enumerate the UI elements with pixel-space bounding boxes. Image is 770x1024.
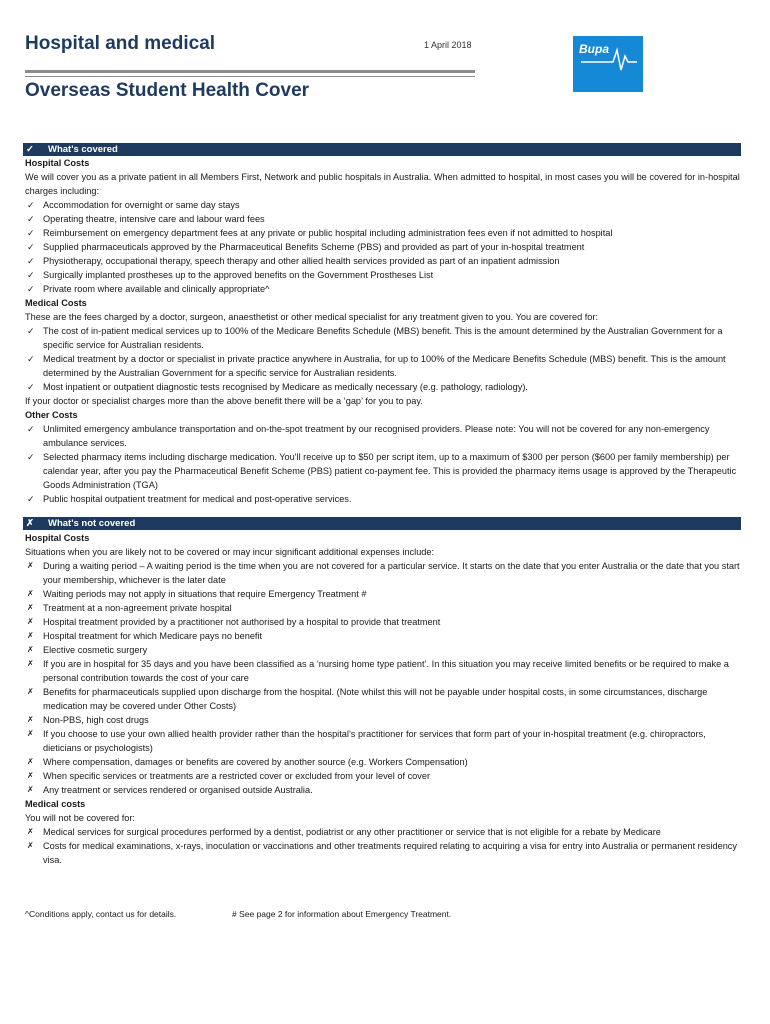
list-item-text: If you choose to use your own allied health provider rather than the hospital’s practitioner for services that form part of your in-hospital treatment (e.g. chiropractors, dieticians or psychologists) (43, 729, 706, 753)
section-label: What's not covered (48, 518, 136, 529)
cross-icon: ✗ (27, 729, 34, 738)
list-item-text: Private room where available and clinically appropriate^ (43, 284, 270, 294)
not-covered-medical-intro: You will not be covered for: (25, 813, 135, 823)
list-item (25, 240, 741, 254)
check-icon: ✓ (27, 200, 35, 210)
header-divider-thin (25, 76, 475, 77)
check-icon: ✓ (27, 242, 35, 252)
cross-icon: ✗ (26, 518, 34, 529)
heartbeat-icon (573, 36, 643, 92)
cross-icon: ✗ (27, 841, 34, 850)
list-item (25, 324, 741, 352)
list-item-text: Hospital treatment provided by a practitioner not authorised by a hospital to provide that treatment (43, 617, 441, 627)
list-item-text: Most inpatient or outpatient diagnostic tests recognised by Medicare as medically necessary (e.g. pathology, radiology). (43, 382, 528, 392)
not-covered-medical-heading: Medical costs (25, 799, 86, 809)
check-icon: ✓ (27, 382, 35, 392)
list-item-text: During a waiting period – A waiting period is the time when you are not covered for a particular service. It starts on the date that you enter Australia or the date that you start your membership, whichever is the later date (43, 561, 740, 585)
list-item-text: Selected pharmacy items including discharge medication. You'll receive up to $50 per script item, up to a maximum of $300 per person ($600 per family membership) per calendar year, after you pay the Pharmaceutical Benefit Scheme (PBS) patient co-payment fee. This is provided the pharmacy items usage is approved by the Therapeutic Goods Administration (TGA) (43, 452, 737, 490)
header-date: 1 April 2018 (424, 40, 472, 50)
check-icon: ✓ (27, 284, 35, 294)
list-item (25, 839, 741, 867)
list-item (25, 380, 741, 394)
list-item (25, 601, 741, 615)
list-item-text: Unlimited emergency ambulance transportation and on-the-spot treatment by our recognised providers. Please note: You will not be covered for any non-emergency ambulance services. (43, 424, 710, 448)
list-item-text: The cost of in-patient medical services up to 100% of the Medicare Benefits Schedule (MBS) benefit. This is the amount determined by the Australian Government for a specific service for Australian residents. (43, 326, 723, 350)
list-item (25, 783, 741, 797)
list-item (25, 629, 741, 643)
list-item-text: Benefits for pharmaceuticals supplied upon discharge from the hospital. (Note whilst this will not be payable under hospital costs, in some circumstances, discharge medication may be covered under Other Costs) (43, 687, 708, 711)
check-icon: ✓ (27, 256, 35, 266)
cross-icon: ✗ (27, 785, 34, 794)
cross-icon: ✗ (27, 757, 34, 766)
list-item-text: Where compensation, damages or benefits are covered by another source (e.g. Workers Compensation) (43, 757, 468, 767)
list-item (25, 352, 741, 380)
not-covered-hospital-intro: Situations when you are likely not to be covered or may incur significant additional expenses include: (25, 547, 435, 557)
check-icon: ✓ (27, 214, 35, 224)
section-label: What's covered (48, 144, 118, 155)
cross-icon: ✗ (27, 589, 34, 598)
document-title: Overseas Student Health Cover (25, 80, 310, 101)
list-item (25, 422, 741, 450)
section-bar-not-covered (23, 517, 741, 530)
covered-other-heading: Other Costs (25, 410, 78, 420)
list-item-text: Accommodation for overnight or same day stays (43, 200, 240, 210)
not-covered-hospital-heading: Hospital Costs (25, 533, 90, 543)
list-item-text: Any treatment or services rendered or organised outside Australia. (43, 785, 313, 795)
not-covered-content (25, 531, 741, 867)
list-item (25, 268, 741, 282)
list-item (25, 643, 741, 657)
logo-text: Bupa (579, 42, 609, 56)
covered-content (25, 156, 741, 506)
cross-icon: ✗ (27, 827, 34, 836)
header-title: Hospital and medical (25, 33, 216, 54)
covered-medical-intro: These are the fees charged by a doctor, surgeon, anaesthetist or other medical specialist for any treatment given to you. You are covered for: (25, 312, 599, 322)
list-item-text: Operating theatre, intensive care and labour ward fees (43, 214, 265, 224)
list-item (25, 657, 741, 685)
list-item-text: Reimbursement on emergency department fees at any private or public hospital including administration fees even if not admitted to hospital (43, 228, 613, 238)
covered-other-list (25, 422, 741, 506)
not-covered-hospital-list (25, 559, 741, 797)
check-icon: ✓ (27, 424, 35, 434)
list-item-text: Waiting periods may not apply in situations that require Emergency Treatment # (43, 589, 367, 599)
list-item (25, 685, 741, 713)
list-item-text: Non-PBS, high cost drugs (43, 715, 149, 725)
list-item (25, 587, 741, 601)
bupa-logo (573, 36, 643, 92)
list-item (25, 282, 741, 296)
check-icon: ✓ (27, 452, 35, 462)
list-item-text: Medical treatment by a doctor or specialist in private practice anywhere in Australia, for up to 100% of the Medicare Benefits Schedule (MBS) benefit. This is the amount determined by the Australian Government for a specific service for Australian residents. (43, 354, 726, 378)
covered-hospital-intro: We will cover you as a private patient in all Members First, Network and public hospitals in Australia. When admitted to hospital, in most cases you will be covered for in-hospital charges including: (25, 172, 740, 196)
list-item-text: Treatment at a non-agreement private hospital (43, 603, 232, 613)
check-icon: ✓ (27, 326, 35, 336)
cross-icon: ✗ (27, 771, 34, 780)
list-item (25, 198, 741, 212)
list-item-text: Hospital treatment for which Medicare pays no benefit (43, 631, 263, 641)
list-item-text: Public hospital outpatient treatment for medical and post-operative services. (43, 494, 352, 504)
footer-note-conditions: ^Conditions apply, contact us for details. (25, 909, 177, 919)
cross-icon: ✗ (27, 561, 34, 570)
section-bar-covered (23, 143, 741, 156)
list-item-text: Medical services for surgical procedures performed by a dentist, podiatrist or any other practitioner or service that is not eligible for a rebate by Medicare (43, 827, 661, 837)
list-item (25, 226, 741, 240)
list-item (25, 559, 741, 587)
list-item (25, 492, 741, 506)
list-item (25, 212, 741, 226)
header-divider (25, 70, 475, 73)
cross-icon: ✗ (27, 603, 34, 612)
covered-medical-list (25, 324, 741, 394)
footer-note-emergency: # See page 2 for information about Emergency Treatment. (232, 909, 452, 919)
list-item (25, 254, 741, 268)
cross-icon: ✗ (27, 631, 34, 640)
check-icon: ✓ (26, 144, 34, 155)
check-icon: ✓ (27, 354, 35, 364)
list-item (25, 727, 741, 755)
list-item-text: Supplied pharmaceuticals approved by the Pharmaceutical Benefits Scheme (PBS) and provided as part of your in-hospital treatment (43, 242, 585, 252)
cross-icon: ✗ (27, 687, 34, 696)
list-item (25, 450, 741, 492)
list-item (25, 755, 741, 769)
list-item-text: If you are in hospital for 35 days and you have been classified as a ‘nursing home type patient’. In this situation you may receive limited benefits or be required to make a personal contribution towards the cost of your care (43, 659, 729, 683)
covered-medical-heading: Medical Costs (25, 298, 87, 308)
covered-medical-note: If your doctor or specialist charges more than the above benefit there will be a ‘gap’ for you to pay. (25, 396, 423, 406)
check-icon: ✓ (27, 228, 35, 238)
list-item (25, 713, 741, 727)
list-item-text: Surgically implanted prostheses up to the approved benefits on the Government Prostheses List (43, 270, 434, 280)
list-item (25, 825, 741, 839)
check-icon: ✓ (27, 494, 35, 504)
cross-icon: ✗ (27, 617, 34, 626)
list-item (25, 769, 741, 783)
list-item-text: Physiotherapy, occupational therapy, speech therapy and other allied health services provided as part of an inpatient admission (43, 256, 560, 266)
cross-icon: ✗ (27, 715, 34, 724)
list-item-text: Elective cosmetic surgery (43, 645, 148, 655)
cross-icon: ✗ (27, 645, 34, 654)
list-item-text: When specific services or treatments are a restricted cover or excluded from your level of cover (43, 771, 431, 781)
list-item-text: Costs for medical examinations, x-rays, inoculation or vaccinations and other treatments required relating to acquiring a visa for entry into Australia or permanent residency visa. (43, 841, 737, 865)
covered-hospital-heading: Hospital Costs (25, 158, 90, 168)
cross-icon: ✗ (27, 659, 34, 668)
covered-hospital-list (25, 198, 741, 296)
check-icon: ✓ (27, 270, 35, 280)
list-item (25, 615, 741, 629)
not-covered-medical-list (25, 825, 741, 867)
